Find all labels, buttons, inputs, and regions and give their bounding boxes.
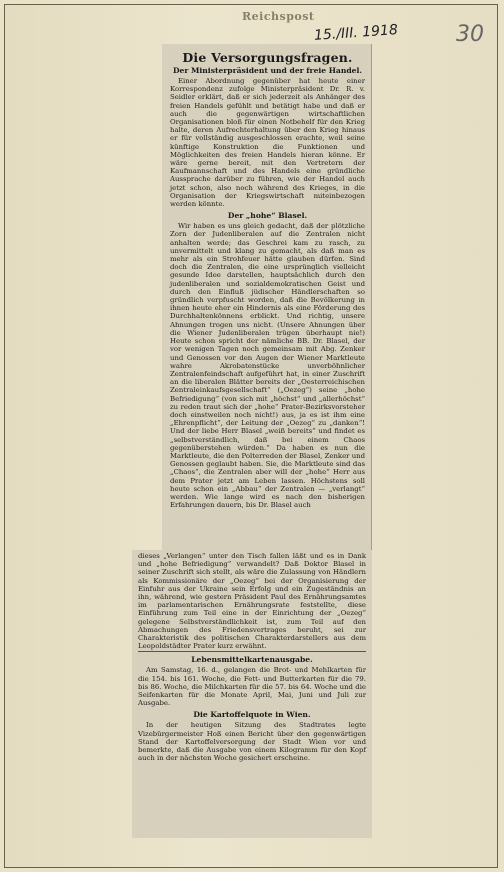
newspaper-name: Reichspost — [242, 10, 315, 23]
paragraph-lebensmittelkarten: Am Samstag, 16. d., gelangen die Brot- und Mehlkarten für die 154. bis 161. Woche, die Fett- und Butterkarten für die 79. bis 86. Woche, die Milchkarten für die 57. bis 64. Woche und die Seifenkarten für die Monate April, Mai, Juni und Juli zur Ausgabe. — [138, 666, 366, 708]
clipping-lower — [132, 550, 372, 838]
handwritten-date: 15./III. 1918 — [313, 22, 399, 44]
clipping-upper — [162, 44, 372, 550]
paragraph-blasel: Wir haben es uns gleich gedacht, daß der plötzliche Zorn der Judenliberalen auf die Zentralen nicht anhalten werde; das Geschrei kam zu rasch, zu unvermittelt und klang zu gemacht, als daß man es mehr als ein Strohfeuer hätte glauben dürfen. Sind doch die Zentralen, die eine ursprünglich vielleicht gesunde Idee darstellen, hauptsächlich durch den judenliberalen und sozialdemokratischen Geist und durch den Einfluß jüdischer Händlerschaften so gründlich verpfuscht worden, daß die Bevölkerung in ihnen heute eher ein Hindernis als eine Förderung des Durchhaltenkönnens erblickt. Und richtig, unsere Ahnungen trogen uns nicht. (Unsere Ahnungen über die Wiener Judenliberalen trügen überhaupt nie!) Heute schon spricht der nämliche BB. Dr. Blasel, der vor wenigen Tagen noch gemeinsam mit Abg. Zenker und Genossen vor den Augen der Wiener Marktleute wahre Akrobatenstücke unverböhnlicher Zentralenfeindschaft aufgeführt hat, in einer Zuschrift an die liberalen Blätter bereits der „Oesterreichischen Zentraleinkaufsgesellschaft“ („Oezeg“) seine „hohe Befriedigung“ (von sich mit „höchst“ und „allerhöchst“ zu reden traut sich der „hohe“ Prater-Bezirksvorsteher doch einstweilen noch nicht!) aus, ja es ist ihm eine „Ehrenpflicht“, der Leitung der „Oezeg“ zu „danken“! Und der liebe Herr Blasel „weiß bereits“ und findet es „selbstverständlich, daß bei einem Chaos gegenüberstehen würden.“ Da haben es nun die Marktleute, die den Polterreden der Blasel, Zenker und Genossen geglaubt haben. Sie, die Marktleute sind das „Chaos“, die Zentralen aber will der „hohe“ Herr aus dem Prater jetzt am Leben lassen. Höchstens soll heute schon ein „Abbau“ der Zentralen — „verlangt“ werden. Wie lange wird es nach den bisherigen Erfahrungen dauern, bis Dr. Blasel auch — [170, 222, 365, 510]
article-title: Die Versorgungsfragen. — [182, 50, 353, 65]
section-heading-blasel: Der „hohe“ Blasel. — [227, 211, 308, 221]
section-heading-kartoffelquote: Die Kartoffelquote in Wien. — [193, 710, 311, 720]
article-subtitle: Der Ministerpräsident und der freie Handel. — [172, 66, 363, 75]
divider — [138, 651, 366, 652]
paragraph-ministerpraesident: Einer Abordnung gegenüber hat heute einer Korrespondenz zufolge Ministerpräsident Dr. R. v. Seidler erklärt, daß er sich jederzeit als Anhänger des freien Handels gefühlt und betätigt habe und daß er auch die gegenwärtigen wirtschaftlichen Organisationen bloß für einen Notbehelf für den Krieg halte, deren Aufrechterhaltung über den Krieg hinaus er für vollständig ausgeschlossen erachte, weil seine künftige Konstruktion die Funktionen und Möglichkeiten des freien Handels hieran könne. Er wäre gerne bereit, mit den Vertretern der Kaufmannschaft und des Handels eine gründliche Aussprache darüber zu führen, wie der Handel auch jetzt schon, also noch während des Krieges, in die Organisation der Kriegswirtschaft miteinbezogen werden könnte. — [170, 77, 365, 209]
handwritten-page-number: 30 — [456, 22, 484, 47]
paragraph-blasel-continued: dieses „Verlangen“ unter den Tisch fallen läßt und es in Dank und „hohe Befriedigung“ verwandelt? Daß Doktor Blasel in seiner Zuschrift sich stellt, als wäre die Zulassung von Händlern als Kommissionäre der „Oezeg“ bei der Organisierung der Einfuhr aus der Ukraine sein Erfolg und ein Zugeständnis an ihn, während, wie gestern Präsident Paul des Ernährungsamtes im parlamentarischen Ernährungsrate feststellte, diese Einführung zum Teil eine in der Einrichtung der „Oezeg“ gelegene Selbstverständlichkeit ist, zum Teil auf den Abmachungen des Friedensvertrages beruht, sei zur Charakteristik des politischen Charakterdarstellers aus dem Leopoldstädter Prater kurz erwähnt. — [138, 552, 366, 651]
section-heading-lebensmittelkarten: Lebensmittelkartenausgabe. — [191, 655, 313, 665]
paragraph-kartoffelquote: In der heutigen Sitzung des Stadtrates legte Vizebürgermeister Hoß einen Bericht über den gegenwärtigen Stand der Kartoffelversorgung der Stadt Wien vor und bemerkte, daß die Ausgabe von einem Kilogramm für den Kopf auch in der nächsten Woche gesichert erscheine. — [138, 721, 366, 763]
